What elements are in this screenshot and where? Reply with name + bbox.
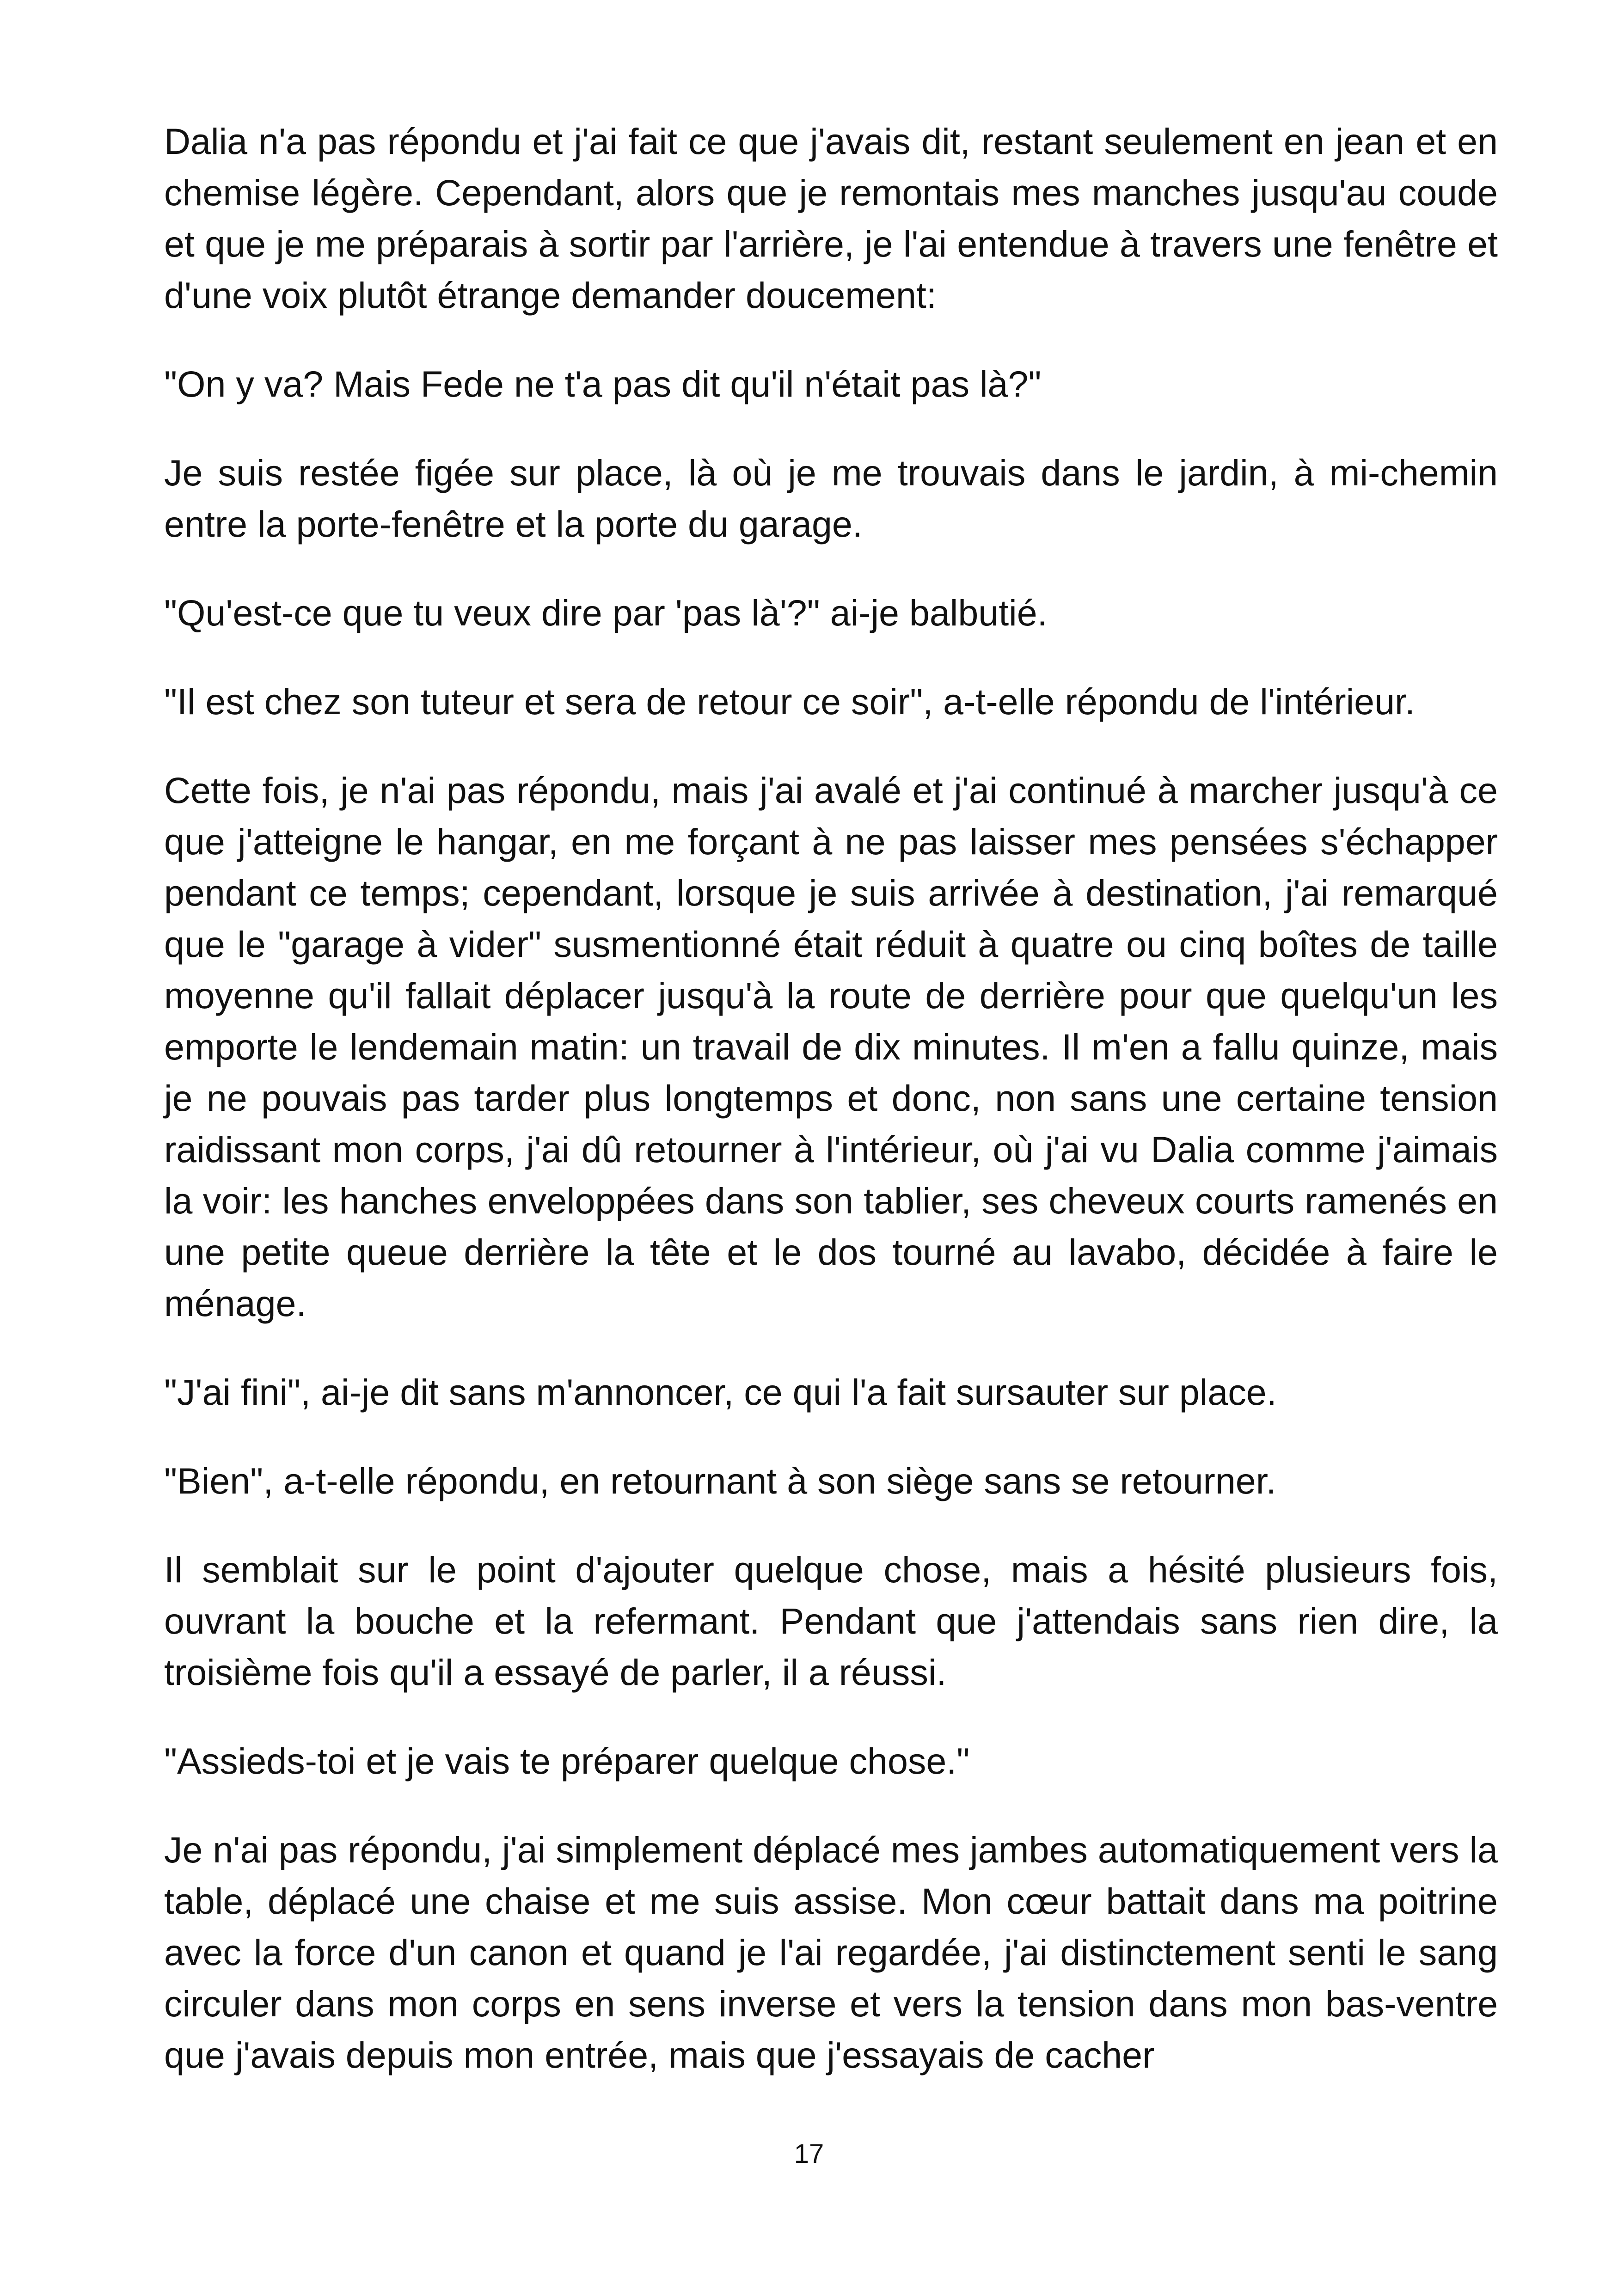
paragraph-5: "Il est chez son tuteur et sera de retour ce soir", a-t-elle répondu de l'intérieur. [164, 681, 1415, 722]
paragraph-7: "J'ai fini", ai-je dit sans m'annoncer, ce qui l'a fait sursauter sur place. [164, 1371, 1277, 1413]
paragraph-1: Dalia n'a pas répondu et j'ai fait ce que j'avais dit, restant seulement en jean et en chemise légère. Cependant, alors que je remontais mes manches jusqu'au coude et que je me préparais à sortir par l'arrière, je l'ai entendue à travers une fenêtre et d'une voix plutôt étrange demander doucement: [164, 121, 1498, 316]
paragraph-8: "Bien", a-t-elle répondu, en retournant à son siège sans se retourner. [164, 1460, 1276, 1501]
paragraph-11: Je n'ai pas répondu, j'ai simplement déplacé mes jambes automatiquement vers la table, déplacé une chaise et me suis assise. Mon cœur battait dans ma poitrine avec la force d'un canon et quand je l'ai regardée, j'ai distinctement senti le sang circuler dans mon corps en sens inverse et vers la tension dans mon bas-ventre que j'avais depuis mon entrée, mais que j'essayais de cacher [164, 1829, 1498, 2076]
paragraph-4: "Qu'est-ce que tu veux dire par 'pas là'?" ai-je balbutié. [164, 592, 1048, 633]
paragraph-3: Je suis restée figée sur place, là où je me trouvais dans le jardin, à mi-chemin entre la porte-fenêtre et la porte du garage. [164, 452, 1498, 545]
page-number: 17 [794, 2139, 824, 2169]
paragraph-10: "Assieds-toi et je vais te préparer quelque chose." [164, 1740, 970, 1782]
paragraph-9: Il semblait sur le point d'ajouter quelque chose, mais a hésité plusieurs fois, ouvrant la bouche et la refermant. Pendant que j'attendais sans rien dire, la troisième fois qu'il a essayé de parler, il a réussi. [164, 1549, 1498, 1693]
paragraph-6: Cette fois, je n'ai pas répondu, mais j'ai avalé et j'ai continué à marcher jusqu'à ce que j'atteigne le hangar, en me forçant à ne pas laisser mes pensées s'échapper pendant ce temps; cependant, lorsque je suis arrivée à destination, j'ai remarqué que le "garage à vider" susmentionné était réduit à quatre ou cinq boîtes de taille moyenne qu'il fallait déplacer jusqu'à la route de derrière pour que quelqu'un les emporte le lendemain matin: un travail de dix minutes. Il m'en a fallu quinze, mais je ne pouvais pas tarder plus longtemps et donc, non sans une certaine tension raidissant mon corps, j'ai dû retourner à l'intérieur, où j'ai vu Dalia comme j'aimais la voir: les hanches enveloppées dans son tablier, ses cheveux courts ramenés en une petite queue derrière la tête et le dos tourné au lavabo, décidée à faire le ménage. [164, 770, 1498, 1324]
page-body [164, 116, 1498, 2081]
paragraph-2: "On y va? Mais Fede ne t'a pas dit qu'il n'était pas là?" [164, 363, 1042, 404]
